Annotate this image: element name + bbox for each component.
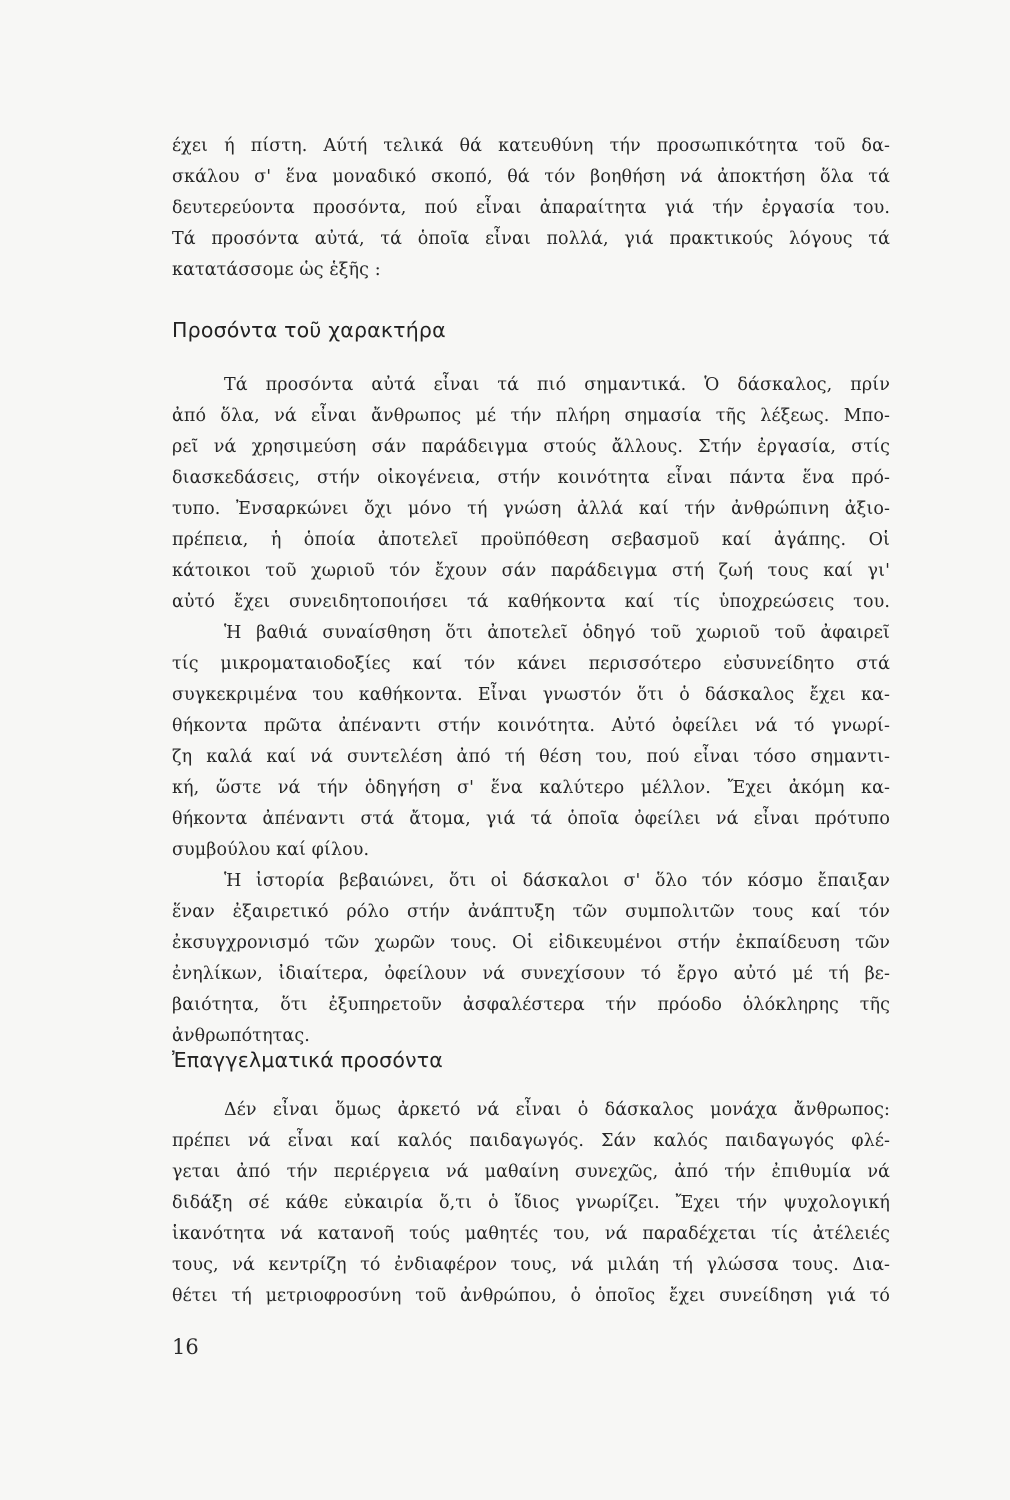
section-body-character [172, 370, 890, 1052]
text-line: κή, ὥστε νά τήν ὁδηγήση σ' ἕνα καλύτερο μέλλον. Ἔχει ἀκόμη κα- [172, 778, 890, 798]
page-number: 16 [172, 1335, 199, 1359]
text-line: βαιότητα, ὅτι ἐξυπηρετοῦν ἀσφαλέστερα τήν πρόοδο ὁλόκληρης τῆς [172, 995, 890, 1015]
text-line: δευτερεύοντα προσόντα, πού εἶναι ἀπαραίτητα γιά τήν ἐργασία του. [172, 198, 890, 218]
text-line: γεται ἀπό τήν περιέργεια νά μαθαίνη συνεχῶς, ἀπό τήν ἐπιθυμία νά [172, 1162, 890, 1182]
text-line: ἐνηλίκων, ἰδιαίτερα, ὀφείλουν νά συνεχίσουν τό ἔργο αὐτό μέ τή βε- [172, 964, 890, 984]
section-body-professional [172, 1095, 890, 1312]
text-line: Τά προσόντα αὐτά εἶναι τά πιό σημαντικά. Ὁ δάσκαλος, πρίν [224, 375, 890, 395]
text-line: ἀπό ὅλα, νά εἶναι ἄνθρωπος μέ τήν πλήρη σημασία τῆς λέξεως. Μπο- [172, 406, 890, 426]
text-line: Ἡ βαθιά συναίσθηση ὅτι ἀποτελεῖ ὁδηγό τοῦ χωριοῦ τοῦ ἀφαιρεῖ [224, 623, 890, 643]
section-heading-character: Προσόντα τοῦ χαρακτήρα [172, 318, 446, 342]
section-heading-professional: Ἐπαγγελματικά προσόντα [172, 1048, 443, 1072]
text-line: θήκοντα πρῶτα ἀπέναντι στήν κοινότητα. Αὐτό ὀφείλει νά τό γνωρί- [172, 716, 890, 736]
text-line: διδάξη σέ κάθε εὐκαιρία ὅ,τι ὁ ἴδιος γνωρίζει. Ἔχει τήν ψυχολογική [172, 1193, 890, 1213]
text-line: κάτοικοι τοῦ χωριοῦ τόν ἔχουν σάν παράδειγμα στή ζωή τους καί γι' [172, 561, 890, 581]
text-line: κατατάσσομε ὡς ἑξῆς : [172, 260, 381, 280]
text-line: πρέπει νά εἶναι καί καλός παιδαγωγός. Σάν καλός παιδαγωγός φλέ- [172, 1131, 890, 1151]
text-line: τυπο. Ἐνσαρκώνει ὄχι μόνο τή γνώση ἀλλά καί τήν ἀνθρώπινη ἀξιο- [172, 499, 890, 519]
text-line: ἱκανότητα νά κατανοῆ τούς μαθητές του, νά παραδέχεται τίς ἀτέλειές [172, 1224, 890, 1244]
text-line: συγκεκριμένα του καθήκοντα. Εἶναι γνωστόν ὅτι ὁ δάσκαλος ἔχει κα- [172, 685, 890, 705]
text-line: ἐκσυγχρονισμό τῶν χωρῶν τους. Οἱ εἰδικευμένοι στήν ἐκπαίδευση τῶν [172, 933, 890, 953]
text-line: τίς μικροματαιοδοξίες καί τόν κάνει περισσότερο εὐσυνείδητο στά [172, 654, 890, 674]
intro-paragraph [172, 131, 890, 286]
text-line: συμβούλου καί φίλου. [172, 840, 370, 860]
text-line: ρεῖ νά χρησιμεύση σάν παράδειγμα στούς ἄλλους. Στήν ἐργασία, στίς [172, 437, 890, 457]
text-line: έχει ή πίστη. Αύτή τελικά θά κατευθύνη τήν προσωπικότητα τοῦ δα- [172, 136, 890, 156]
text-line: θήκοντα ἀπέναντι στά ἄτομα, γιά τά ὁποῖα ὀφείλει νά εἶναι πρότυπο [172, 809, 890, 829]
text-line: Δέν εἶναι ὅμως ἀρκετό νά εἶναι ὁ δάσκαλος μονάχα ἄνθρωπος: [224, 1100, 890, 1120]
text-line: Τά προσόντα αὐτά, τά ὁποῖα εἶναι πολλά, γιά πρακτικούς λόγους τά [172, 229, 890, 249]
text-line: θέτει τή μετριοφροσύνη τοῦ ἀνθρώπου, ὁ ὁποῖος ἔχει συνείδηση γιά τό [172, 1286, 890, 1306]
text-line: αὐτό ἔχει συνειδητοποιήσει τά καθήκοντα καί τίς ὑποχρεώσεις του. [172, 592, 890, 612]
text-line: πρέπεια, ἡ ὁποία ἀποτελεῖ προϋπόθεση σεβασμοῦ καί ἀγάπης. Οἱ [172, 530, 890, 550]
text-line: τους, νά κεντρίζη τό ἐνδιαφέρον τους, νά μιλάη τή γλώσσα τους. Δια- [172, 1255, 890, 1275]
text-line: ἀνθρωπότητας. [172, 1026, 310, 1046]
text-line: σκάλου σ' ἕνα μοναδικό σκοπό, θά τόν βοηθήση νά ἀποκτήση ὅλα τά [172, 167, 890, 187]
text-line: ζη καλά καί νά συντελέση ἀπό τή θέση του, πού εἶναι τόσο σημαντι- [172, 747, 890, 767]
text-line: Ἡ ἱστορία βεβαιώνει, ὅτι οἱ δάσκαλοι σ' ὅλο τόν κόσμο ἔπαιξαν [224, 871, 890, 891]
text-line: ἕναν ἐξαιρετικό ρόλο στήν ἀνάπτυξη τῶν συμπολιτῶν τους καί τόν [172, 902, 890, 922]
text-line: διασκεδάσεις, στήν οἰκογένεια, στήν κοινότητα εἶναι πάντα ἕνα πρό- [172, 468, 890, 488]
